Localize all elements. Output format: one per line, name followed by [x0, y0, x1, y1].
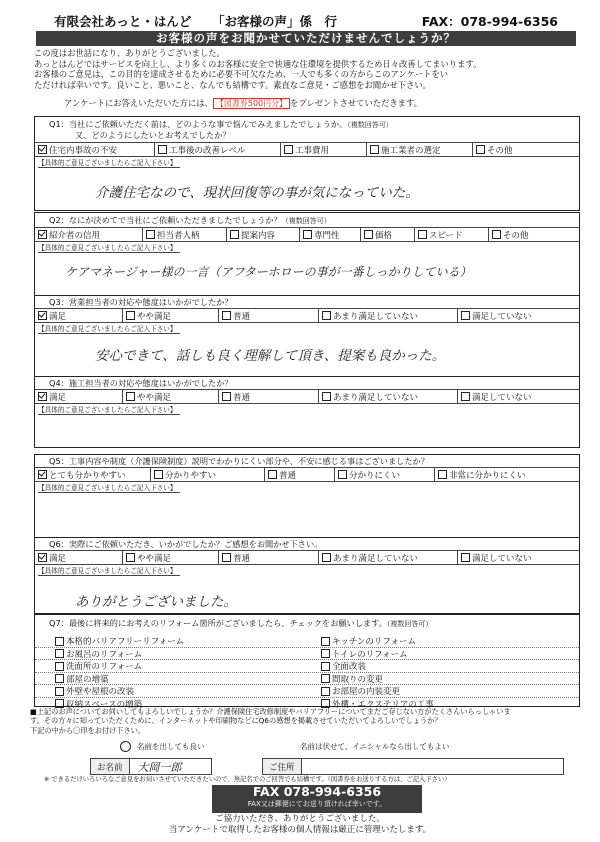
option-label: トイレのリフォーム — [332, 649, 408, 660]
checkbox[interactable] — [338, 470, 347, 479]
option-label: やや満足 — [137, 553, 172, 564]
intro-line-3: お客様のご意見は、この目的を達成させるために必要不可欠なため、一人でも多くの方からこのアンケートをい — [34, 69, 449, 80]
banner: お客様の声をお聞かせていただけませんでしょうか？ — [36, 31, 576, 46]
q2-handwritten-answer: ケアマネージャー様の一言（アフターホローの事が一番しっかりしている） — [65, 265, 472, 279]
checkbox[interactable] — [321, 687, 330, 696]
option-label: 分かりにくい — [349, 470, 401, 481]
option-label: 住宅内事故の不安 — [49, 145, 118, 156]
q2-detail-label — [35, 242, 579, 252]
checkbox[interactable] — [126, 392, 135, 401]
checkbox[interactable] — [222, 553, 231, 562]
q7-row — [35, 647, 579, 661]
option-label: 洗面所のリフォーム — [66, 662, 143, 672]
q7-row — [35, 659, 579, 673]
checkbox[interactable] — [146, 230, 155, 239]
q5-option[interactable] — [35, 468, 151, 481]
q6-option[interactable] — [123, 551, 219, 564]
option-label: 全面改装 — [332, 662, 367, 672]
q5-section — [34, 454, 580, 538]
checkbox[interactable] — [321, 662, 330, 671]
q1-option[interactable] — [35, 143, 155, 156]
q5-heading — [35, 456, 579, 466]
q7-option[interactable] — [55, 660, 142, 672]
header — [54, 12, 570, 30]
q6-option[interactable] — [319, 551, 458, 564]
q3-detail-label — [35, 323, 579, 333]
q5-option[interactable] — [151, 468, 265, 481]
option-label: とても分かりやすい — [49, 470, 126, 481]
name-label: お名前 — [91, 759, 130, 774]
permission-line-1: ■上記のお声についてお伺いしてもよろしいでしょうか？介護保険住宅改修制度やバリアフリーについてまだご存じない方がたくさんいらっしゃいま — [30, 707, 511, 716]
q6-options — [35, 550, 579, 565]
checkbox-checked[interactable] — [38, 470, 47, 479]
q4-option[interactable] — [458, 390, 579, 403]
intro-line-1: この度はお世話になり、ありがとうございました。 — [34, 48, 225, 58]
intro-text — [34, 48, 580, 108]
option-label: 外構・エクステリアの工事 — [332, 699, 434, 710]
q3-option[interactable] — [319, 309, 458, 322]
q5-title: Q5：工事内容や制度（介護保険制度）説明でわかりにくい部分や、不安に感じる事はございましたか？ — [49, 456, 429, 466]
q3-option[interactable] — [35, 309, 123, 322]
q1-handwritten-answer: 介護住宅なので、現状回復等の事が気になっていた。 — [95, 185, 419, 201]
circle-mark-icon[interactable] — [120, 741, 131, 752]
option-label: 分かりやすい — [165, 470, 217, 481]
detail-label-text: 【具体的ご意見ございましたらご記入下さい】 — [38, 484, 180, 493]
option-label: 部屋の増築 — [66, 674, 109, 685]
q2-options — [35, 227, 579, 242]
publish-option-name-label: 名前を出しても良い — [137, 742, 205, 751]
q3-title: Q3：営業担当者の対応や態度はいかがでしたか？ — [49, 297, 233, 307]
q1-options — [35, 142, 579, 157]
intro-line-5b: をプレゼントさせていただきます。 — [290, 98, 422, 108]
q2-option[interactable] — [143, 228, 227, 241]
option-label: 満足していない — [472, 553, 532, 564]
q5-option[interactable] — [435, 468, 579, 481]
q1-detail-label — [35, 157, 579, 167]
q3-option[interactable] — [219, 309, 319, 322]
q6-option[interactable] — [458, 551, 579, 564]
option-label: 普通 — [233, 553, 251, 564]
option-label: キッチンのリフォーム — [332, 637, 416, 647]
q5-option[interactable] — [335, 468, 435, 481]
q4-option[interactable] — [123, 390, 219, 403]
q1-note: （複数回答可） — [347, 121, 393, 129]
q7-option[interactable] — [321, 635, 416, 647]
q1-section — [34, 116, 580, 211]
q4-detail-label — [35, 404, 579, 414]
q3-handwritten-answer: 安心できて、話しも良く理解して頂き、提案も良かった。 — [95, 348, 446, 364]
q7-row — [35, 672, 579, 686]
checkbox[interactable] — [55, 687, 64, 696]
detail-label-text: 【具体的ご意見ございましたらご記入下さい】 — [38, 325, 180, 334]
option-label: 満足していない — [472, 311, 532, 322]
checkbox[interactable] — [321, 649, 330, 658]
q6-option[interactable] — [35, 551, 123, 564]
q4-option[interactable] — [35, 390, 123, 403]
option-label: 工事後の改善レベル — [169, 145, 246, 156]
detail-label-text: 【具体的ご意見ございましたらご記入下さい】 — [38, 406, 180, 415]
q7-option[interactable] — [321, 673, 383, 685]
q6-section — [34, 537, 580, 614]
checkbox[interactable] — [303, 230, 312, 239]
q6-heading — [35, 539, 579, 549]
option-label: スピード — [429, 230, 463, 241]
q3-option[interactable] — [458, 309, 579, 322]
fax-bar-subtext: FAX又は郵便にてお送り頂ければ幸いです。 — [247, 800, 387, 808]
anonymous-note: ※ できるだけいろいろなご意見をお伺いさせていただきたいので、無記名でのご回答でも結構です。（図書券をお送りする方は、ご記入下さい） — [44, 776, 451, 783]
option-label: 提案内容 — [241, 230, 276, 241]
option-label: 満足していない — [472, 392, 532, 403]
coupon-badge: 【図書券500円分】 — [213, 98, 290, 109]
q4-title: Q4：施工担当者の対応や態度はいかがでしたか？ — [49, 378, 233, 388]
checkbox[interactable] — [284, 145, 293, 154]
option-label: 普通 — [233, 311, 251, 322]
q7-option[interactable] — [321, 648, 408, 660]
thanks-line-1: ご協力いただき、ありがとうございました。 — [215, 814, 385, 824]
option-label: やや満足 — [137, 311, 172, 322]
checkbox[interactable] — [55, 662, 64, 671]
option-label: 満足 — [49, 392, 67, 403]
permission-text — [30, 707, 580, 735]
publish-option-name[interactable] — [120, 741, 205, 752]
intro-line-5 — [64, 98, 422, 109]
checkbox[interactable] — [321, 674, 330, 683]
checkbox[interactable] — [461, 311, 470, 320]
q7-heading — [35, 618, 579, 629]
q7-row — [35, 684, 579, 698]
checkbox[interactable] — [322, 553, 331, 562]
intro-line-2: あっとはんどではサービスを向上し、より多くのお客様に安全で快適な住環境を提供するため日々改善してまいります。 — [34, 58, 482, 69]
detail-label-text: 【具体的ご意見ございましたらご記入下さい】 — [38, 567, 180, 576]
q6-title: Q6：実際にご依頼いただき、いかがでしたか？ご感想をお聞かせ下さい。 — [49, 539, 323, 549]
q2-option[interactable] — [361, 228, 415, 241]
option-label: 普通 — [233, 392, 251, 403]
q4-option[interactable] — [219, 390, 319, 403]
q7-title: Q7：最後に将来的にお考えのリフォーム箇所がございましたら、チェックをお願いします。 — [49, 618, 387, 628]
checkbox[interactable] — [438, 470, 447, 479]
q1-option[interactable] — [473, 143, 579, 156]
checkbox[interactable] — [418, 230, 427, 239]
intro-line-4: ただければ幸いです。良いこと、悪いこと、なんでも結構です。素直なご意見・ご感想をお聞かせ下さい。 — [34, 79, 431, 90]
q4-option[interactable] — [319, 390, 458, 403]
option-label: 紹介者の信用 — [49, 230, 101, 241]
thanks-text — [0, 814, 600, 835]
q1-heading — [35, 119, 579, 140]
q7-option[interactable] — [55, 635, 184, 647]
publish-option-initial[interactable] — [300, 741, 449, 752]
checkbox[interactable] — [222, 392, 231, 401]
checkbox[interactable] — [364, 230, 373, 239]
option-label: あまり満足していない — [333, 553, 419, 564]
q2-section — [34, 212, 580, 296]
q2-title: Q2：なにが決めてで当社にご依頼いただきましたでしょうか？ — [49, 215, 282, 225]
q5-detail-label — [35, 482, 579, 492]
intro-line-5a: アンケートにお答えいただいた方には、 — [64, 98, 213, 108]
option-label: 外壁や屋根の改装 — [66, 687, 135, 697]
option-label: あまり満足していない — [333, 311, 419, 322]
q1-option[interactable] — [281, 143, 367, 156]
thanks-line-2: 当アンケートで取得したお客様の個人情報は厳正に管理いたします。 — [168, 824, 432, 835]
q1-subtitle: 又、どのようにしたいとお考えでしたか？ — [75, 130, 231, 140]
checkbox[interactable] — [55, 674, 64, 683]
checkbox[interactable] — [322, 392, 331, 401]
option-label: 収納スペースの増築 — [66, 699, 143, 710]
option-label: 担当者人柄 — [157, 230, 200, 241]
checkbox[interactable] — [492, 230, 501, 239]
permission-line-2: す。その方々に知っていただくために、インターネットや印刷物などにQ6の感想を掲載させていただいてよろしいでしょうか？ — [30, 716, 442, 726]
checkbox[interactable] — [321, 637, 330, 646]
q4-heading — [35, 378, 579, 388]
address-field[interactable] — [262, 758, 564, 775]
checkbox-checked[interactable] — [38, 145, 47, 154]
publish-option-initial-label: 名前は伏せて、イニシャルなら出してもよい — [300, 742, 450, 751]
option-label: 間取りの変更 — [332, 674, 384, 685]
option-label: 非常に分かりにくい — [449, 470, 526, 481]
checkbox-checked[interactable] — [38, 230, 47, 239]
option-label: 工事費用 — [295, 145, 330, 156]
q6-detail-label — [35, 565, 579, 575]
address-label: ご住所 — [263, 759, 302, 774]
option-label: 普通 — [279, 470, 297, 481]
checkbox[interactable] — [126, 311, 135, 320]
checkbox[interactable] — [154, 470, 163, 479]
q6-handwritten-answer: ありがとうございました。 — [75, 594, 237, 610]
fax-bar-number: FAX 078-994-6356 — [252, 784, 382, 799]
q1-option[interactable] — [367, 143, 473, 156]
q2-option[interactable] — [415, 228, 489, 241]
q3-option[interactable] — [123, 309, 219, 322]
fax-bar — [212, 785, 422, 813]
option-label: その他 — [503, 230, 529, 241]
checkbox[interactable] — [126, 553, 135, 562]
option-label: 施工業者の選定 — [381, 145, 441, 156]
q7-option[interactable] — [321, 685, 400, 697]
option-label: 満足 — [49, 553, 67, 564]
q3-heading — [35, 297, 579, 307]
q7-option[interactable] — [55, 685, 134, 697]
q2-note: （複数回答可） — [281, 217, 331, 225]
option-label: お部屋の内装変更 — [332, 687, 401, 697]
checkbox[interactable] — [55, 649, 64, 658]
q7-option[interactable] — [321, 660, 366, 672]
checkbox[interactable] — [322, 311, 331, 320]
q2-option[interactable] — [35, 228, 143, 241]
checkbox[interactable] — [370, 145, 379, 154]
checkbox[interactable] — [476, 145, 485, 154]
option-label: その他 — [487, 145, 513, 156]
q6-option[interactable] — [219, 551, 319, 564]
q4-section — [34, 376, 580, 448]
checkbox[interactable] — [461, 553, 470, 562]
checkbox[interactable] — [461, 392, 470, 401]
option-label: 本格的バリアフリーリフォーム — [66, 637, 185, 647]
company-name: 有限会社あっと・はんど — [54, 14, 192, 29]
name-value: 大岡一郎 — [137, 760, 182, 774]
option-label: やや満足 — [137, 392, 172, 403]
checkbox-checked[interactable] — [38, 553, 47, 562]
q2-option[interactable] — [227, 228, 300, 241]
checkbox-checked[interactable] — [38, 311, 47, 320]
q5-option[interactable] — [265, 468, 335, 481]
checkbox[interactable] — [55, 637, 64, 646]
q2-option[interactable] — [489, 228, 579, 241]
q7-section — [34, 614, 580, 710]
fax-number: FAX：078-994-6356 — [421, 14, 558, 29]
q5-options — [35, 467, 579, 482]
q3-options — [35, 308, 579, 323]
q4-options — [35, 389, 579, 404]
q3-section — [34, 295, 580, 377]
option-label: あまり満足していない — [333, 392, 419, 403]
detail-label-text: 【具体的ご意見ございましたらご記入下さい】 — [38, 159, 180, 168]
checkbox[interactable] — [268, 470, 277, 479]
q7-option[interactable] — [55, 648, 142, 660]
option-label: お風呂のリフォーム — [66, 649, 143, 660]
q1-option[interactable] — [155, 143, 281, 156]
option-label: 満足 — [49, 311, 67, 322]
q2-option[interactable] — [300, 228, 361, 241]
recipient-title: 「お客様の声」係 行 — [212, 14, 338, 29]
detail-label-text: 【具体的ご意見ございましたらご記入下さい】 — [38, 244, 180, 253]
q7-note: （複数回答可） — [386, 620, 433, 628]
name-field[interactable] — [90, 758, 212, 775]
checkbox[interactable] — [158, 145, 167, 154]
q1-title: Q1：当社にご依頼いただく前は、どのような事で悩んでみえましたでしょうか。 — [49, 119, 348, 129]
checkbox[interactable] — [230, 230, 239, 239]
q7-option[interactable] — [55, 673, 109, 685]
checkbox[interactable] — [222, 311, 231, 320]
checkbox-checked[interactable] — [38, 392, 47, 401]
permission-line-3: 下記の中から〇印をお付け下さい。 — [30, 725, 146, 735]
option-label: 価格 — [375, 230, 393, 241]
q2-heading — [35, 215, 579, 226]
option-label: 専門性 — [314, 230, 340, 241]
q7-row — [35, 634, 579, 648]
